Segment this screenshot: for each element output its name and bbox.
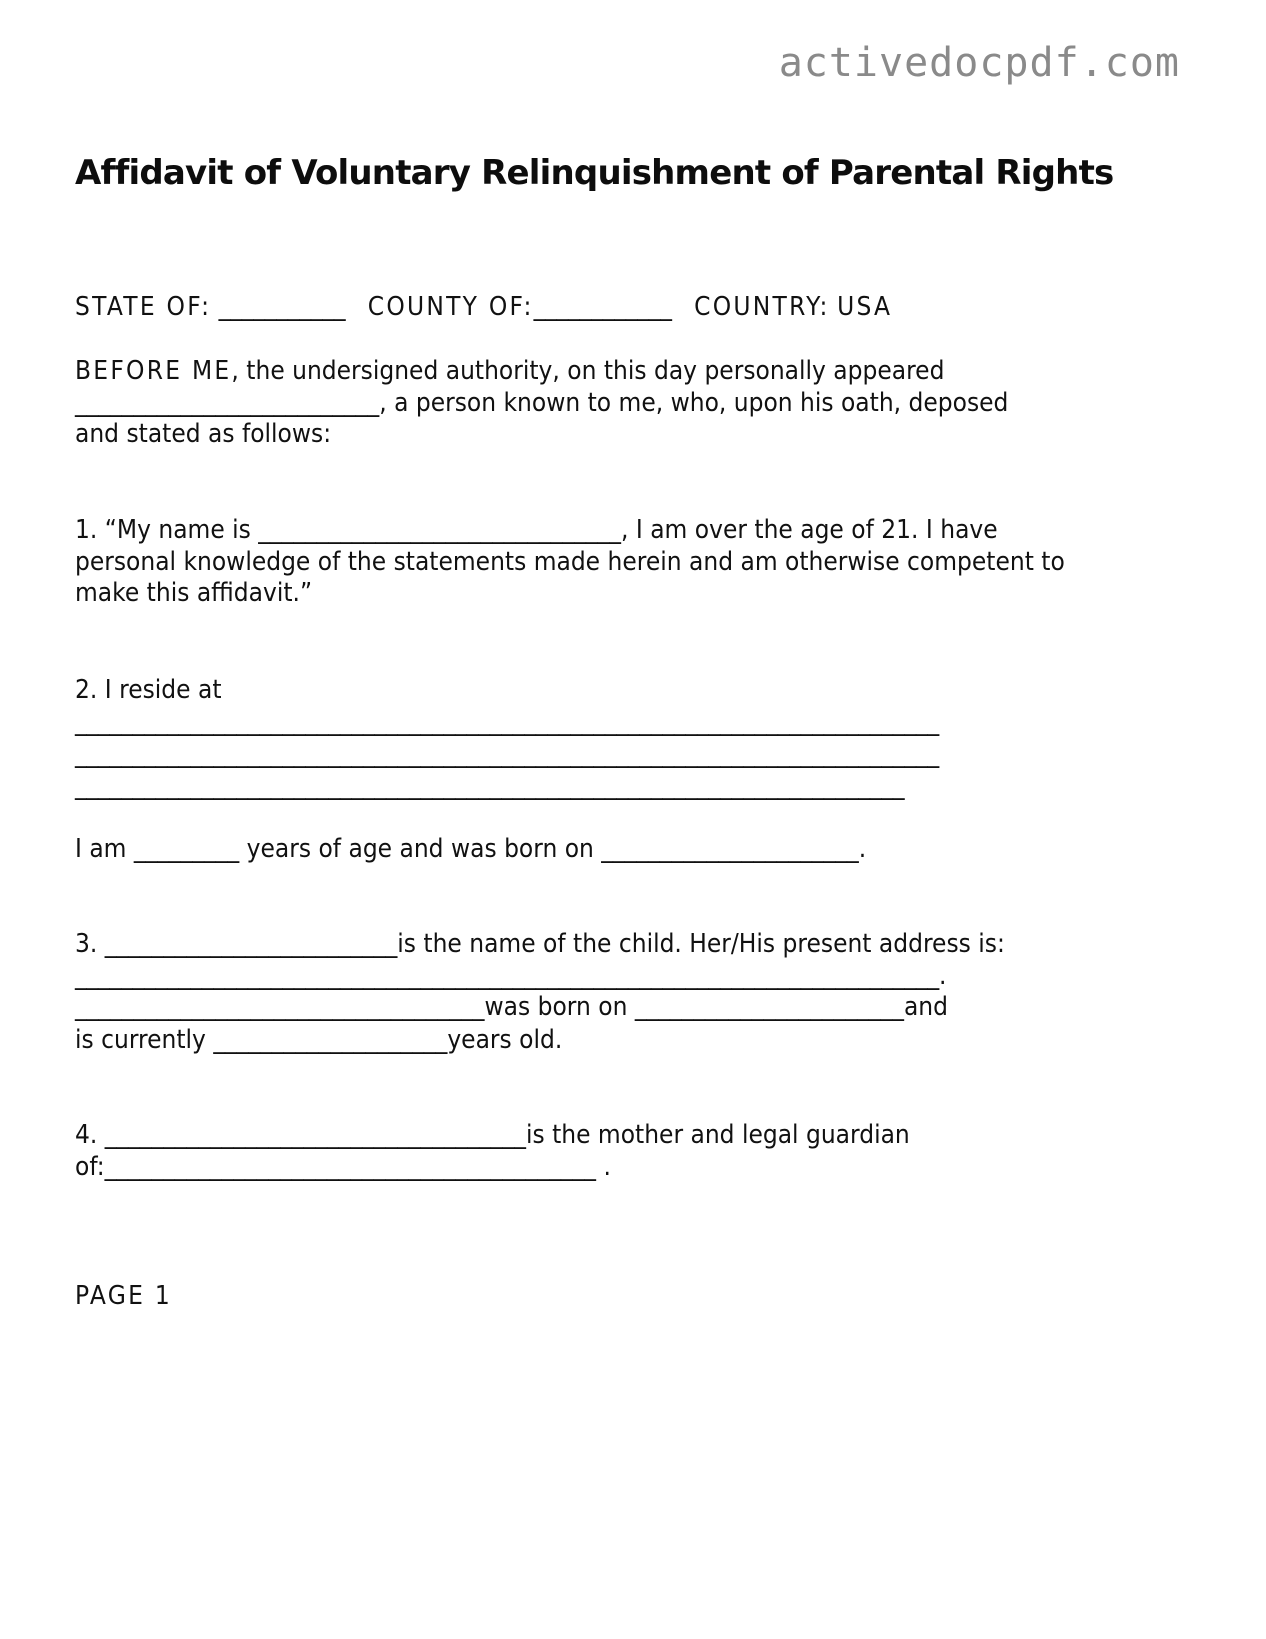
- intro-line-1: [75, 355, 944, 387]
- section-1-line-2: personal knowledge of the statements made herein and am otherwise competent to: [75, 547, 1065, 577]
- county-label: COUNTY OF:: [367, 292, 534, 322]
- watermark: activedocpdf.com: [778, 40, 1180, 86]
- intro-line-2[interactable]: __________________________, a person known to me, who, upon his oath, deposed: [75, 388, 1009, 418]
- page-number: PAGE 1: [75, 1281, 172, 1311]
- intro-before-me: BEFORE ME: [75, 356, 232, 386]
- header-line: [75, 291, 892, 323]
- section-3-line-4[interactable]: is currently ____________________years old.: [75, 1025, 563, 1055]
- section-1-line-3: make this affidavit.”: [75, 578, 313, 608]
- section-4-line-2[interactable]: of:__________________________________________ .: [75, 1152, 611, 1182]
- intro-line-1-rest: , the undersigned authority, on this day personally appeared: [231, 356, 945, 386]
- intro-line-3: and stated as follows:: [75, 419, 332, 449]
- section-3-line-3[interactable]: ___________________________________was born on _______________________and: [75, 992, 948, 1022]
- residence-blank-line-1[interactable]: ___________________________________________________________________________: [75, 707, 940, 737]
- section-2-line-1: 2. I reside at: [75, 675, 222, 705]
- document-title: Affidavit of Voluntary Relinquishment of Parental Rights: [75, 153, 1114, 193]
- state-label: STATE OF:: [75, 292, 212, 322]
- state-blank[interactable]: ___________: [218, 292, 346, 322]
- age-birth-line[interactable]: I am _________ years of age and was born on ______________________.: [75, 834, 867, 864]
- section-3-line-2[interactable]: ___________________________________________________________________________.: [75, 961, 947, 991]
- section-4-line-1[interactable]: 4. ____________________________________is the mother and legal guardian: [75, 1120, 910, 1150]
- residence-blank-line-3[interactable]: ________________________________________________________________________: [75, 771, 905, 801]
- country-label: COUNTRY:: [694, 292, 830, 322]
- country-value: USA: [837, 292, 893, 322]
- county-blank[interactable]: ____________: [533, 292, 672, 322]
- section-1-line-1[interactable]: 1. “My name is _______________________________, I am over the age of 21. I have: [75, 515, 998, 545]
- residence-blank-line-2[interactable]: ___________________________________________________________________________: [75, 739, 940, 769]
- section-3-line-1[interactable]: 3. _________________________is the name of the child. Her/His present address is:: [75, 929, 1005, 959]
